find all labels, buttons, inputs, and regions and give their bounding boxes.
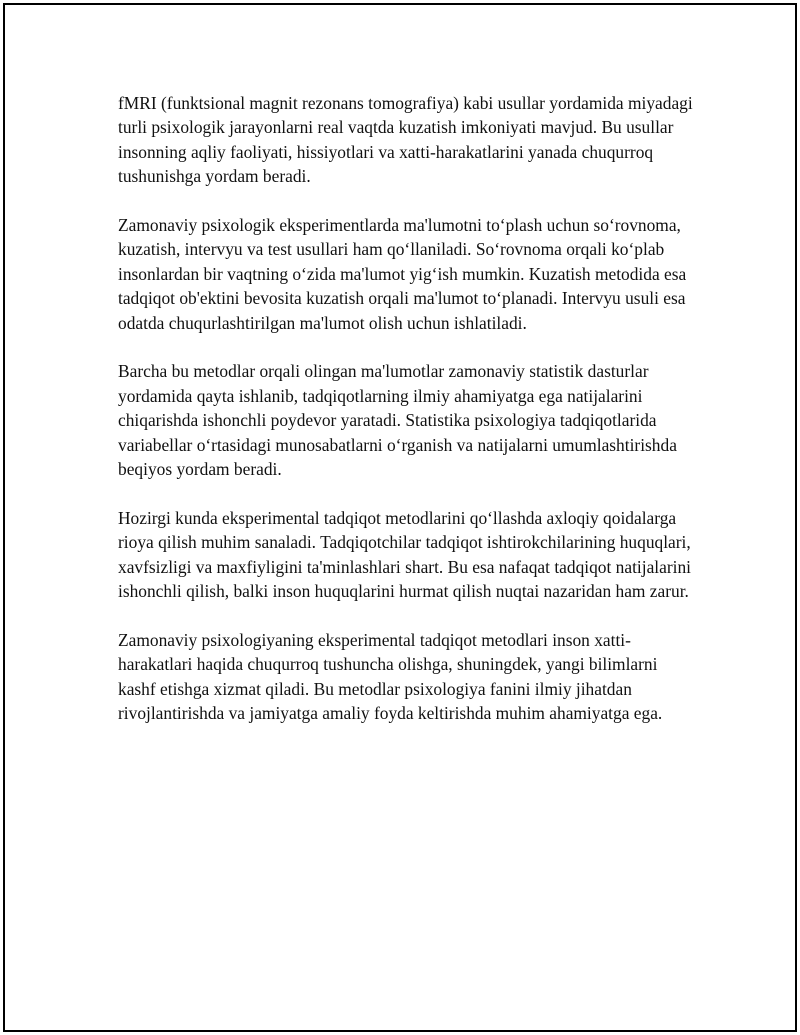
document-body <box>118 91 693 726</box>
paragraph-2: Zamonaviy psixologik eksperimentlarda ma'lumotni to‘plash uchun so‘rovnoma, kuzatish, intervyu va test usullari ham qo‘llaniladi. So‘rovnoma orqali ko‘plab insonlardan bir vaqtning o‘zida ma'lumot yig‘ish mumkin. Kuzatish metodida esa tadqiqot ob'ektini bevosita kuzatish orqali ma'lumot to‘planadi. Intervyu usuli esa odatda chuqurlashtirilgan ma'lumot olish uchun ishlatiladi. <box>118 215 687 333</box>
paragraph-1: fMRI (funktsional magnit rezonans tomografiya) kabi usullar yordamida miyadagi turli psixologik jarayonlarni real vaqtda kuzatish imkoniyati mavjud. Bu usullar insonning aqliy faoliyati, hissiyotlari va xatti-harakatlarini yanada chuqurroq tushunishga yordam beradi. <box>118 93 693 187</box>
paragraph-3: Barcha bu metodlar orqali olingan ma'lumotlar zamonaviy statistik dasturlar yordamida qayta ishlanib, tadqiqotlarning ilmiy ahamiyatga ega natijalarini chiqarishda ishonchli poydevor yaratadi. Statistika psixologiya tadqiqotlarida variabellar o‘rtasidagi munosabatlarni o‘rganish va natijalarni umumlashtirishda beqiyos yordam beradi. <box>118 361 677 480</box>
paragraph-5: Zamonaviy psixologiyaning eksperimental tadqiqot metodlari inson xatti-harakatlari haqida chuqurroq tushuncha olishga, shuningdek, yangi bilimlarni kashf etishga xizmat qiladi. Bu metodlar psixologiya fanini ilmiy jihatdan rivojlantirishda va jamiyatga amaliy foyda keltirishda muhim ahamiyatga ega. <box>118 629 663 724</box>
paragraph-4: Hozirgi kunda eksperimental tadqiqot metodlarini qo‘llashda axloqiy qoidalarga rioya qilish muhim sanaladi. Tadqiqotchilar tadqiqot ishtirokchilarining huquqlari, xavfsizligi va maxfiyligini ta'minlashlari shart. Bu esa nafaqat tadqiqot natijalarini ishonchli qilish, balki inson huquqlarini hurmat qilish nuqtai nazaridan ham zarur. <box>118 507 691 602</box>
